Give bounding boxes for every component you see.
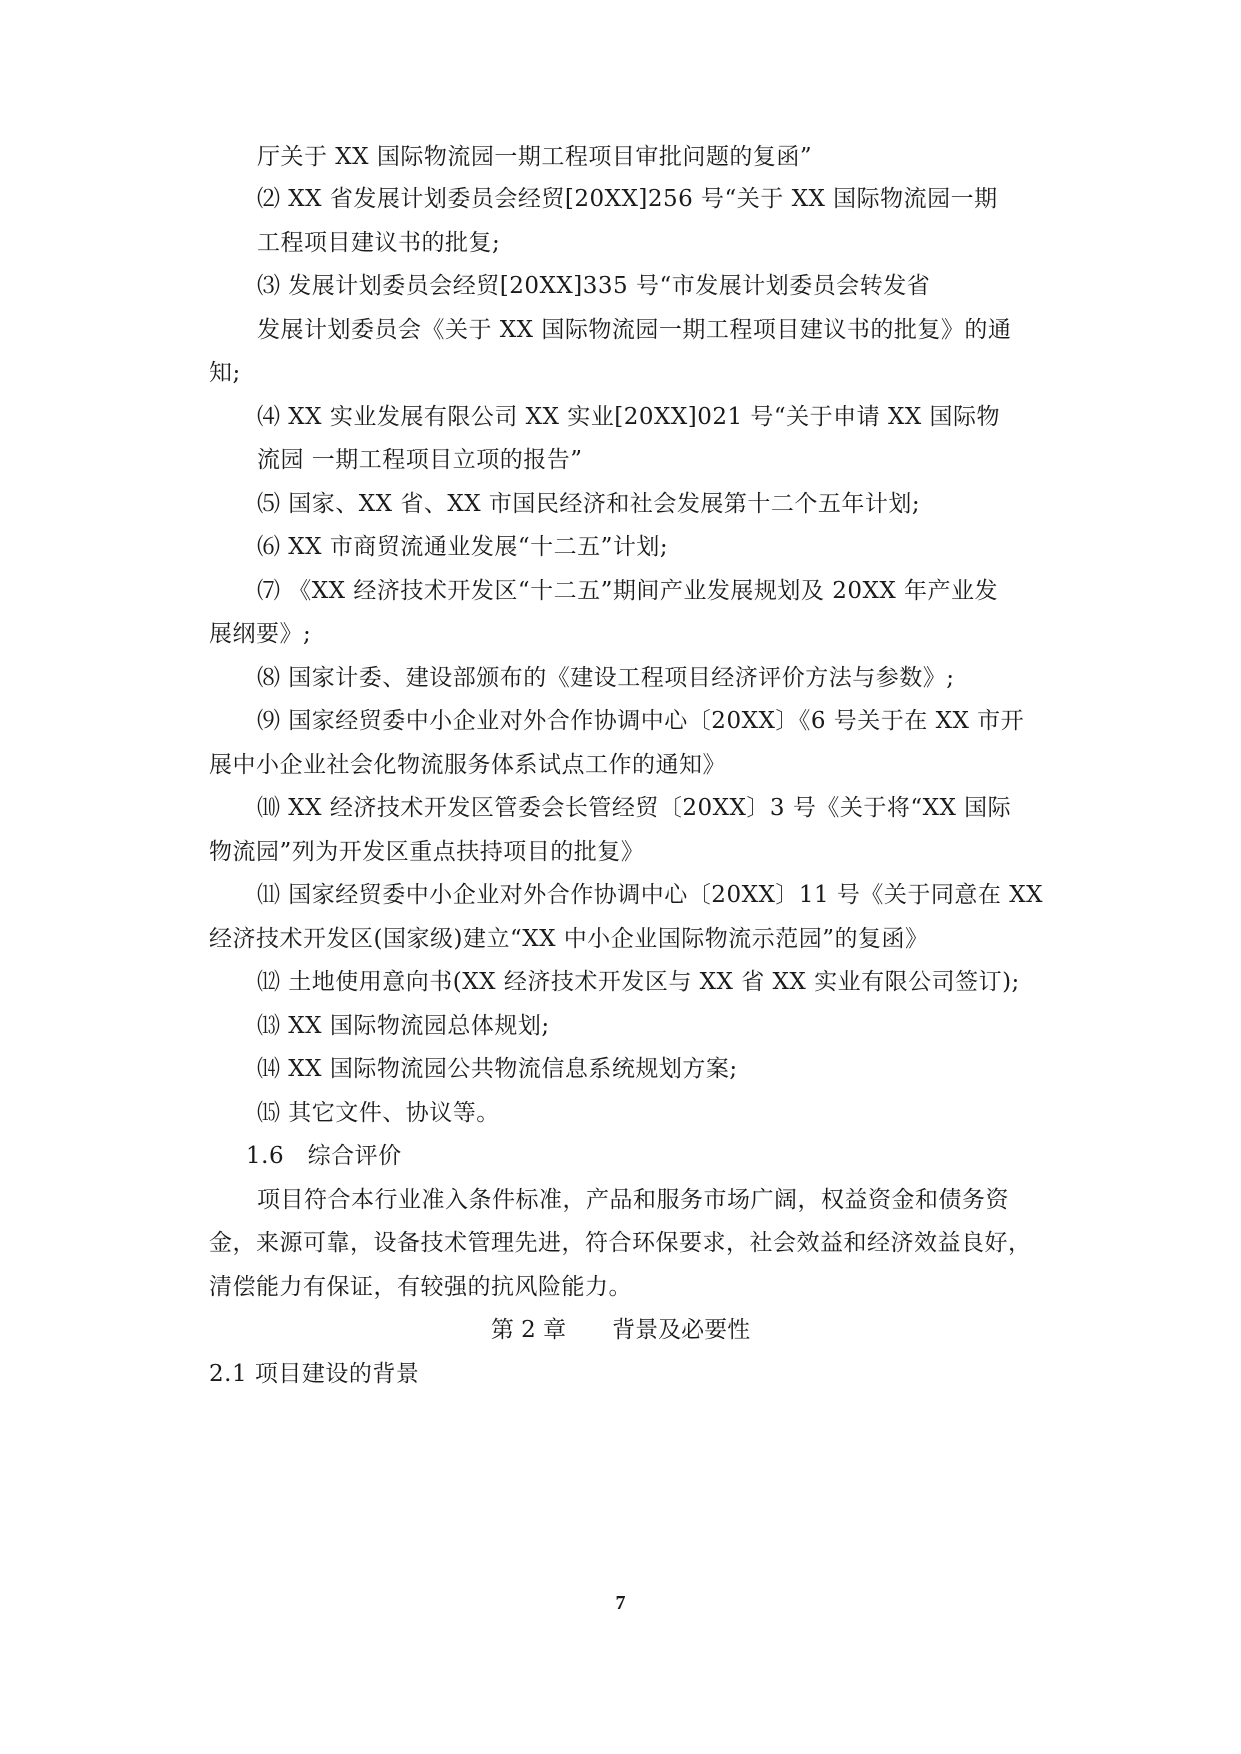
text-line: 物流园”列为开发区重点扶持项目的批复》 — [209, 839, 645, 865]
reference-item-8: ⑻ 国家计委、建设部颁布的《建设工程项目经济评价方法与参数》; — [257, 665, 955, 691]
reference-item-7: ⑺ 《XX 经济技术开发区“十二五”期间产业发展规划及 20XX 年产业发 — [257, 578, 999, 604]
text-line: 展纲要》; — [209, 621, 312, 647]
text-line: 厅关于 XX 国际物流园一期工程项目审批问题的复函” — [257, 144, 813, 170]
paragraph-line: 清偿能力有保证，有较强的抗风险能力。 — [209, 1274, 632, 1300]
page-number: 7 — [615, 1592, 626, 1614]
text-line: 经济技术开发区(国家级)建立“XX 中小企业国际物流示范园”的复函》 — [209, 926, 929, 952]
reference-item-15: ⒂ 其它文件、协议等。 — [257, 1100, 500, 1126]
paragraph-line: 金，来源可靠，设备技术管理先进，符合环保要求，社会效益和经济效益良好， — [209, 1230, 1032, 1256]
chapter-heading: 第 2 章 背景及必要性 — [490, 1317, 751, 1343]
reference-item-9: ⑼ 国家经贸委中小企业对外合作协调中心〔20XX〕《6 号关于在 XX 市开 — [257, 708, 1025, 734]
paragraph-line: 项目符合本行业准入条件标准，产品和服务市场广阔，权益资金和债务资 — [257, 1187, 1009, 1213]
reference-item-3: ⑶ 发展计划委员会经贸[20XX]335 号“市发展计划委员会转发省 — [257, 273, 931, 299]
section-heading-1-6: 1.6 综合评价 — [246, 1143, 402, 1169]
reference-item-2: ⑵ XX 省发展计划委员会经贸[20XX]256 号“关于 XX 国际物流园一期 — [257, 186, 998, 212]
reference-item-14: ⒁ XX 国际物流园公共物流信息系统规划方案; — [257, 1056, 738, 1082]
reference-item-10: ⑽ XX 经济技术开发区管委会长管经贸〔20XX〕3 号《关于将“XX 国际 — [257, 795, 1012, 821]
reference-item-12: ⑿ 土地使用意向书(XX 经济技术开发区与 XX 省 XX 实业有限公司签订); — [257, 969, 1020, 995]
reference-item-11: ⑾ 国家经贸委中小企业对外合作协调中心〔20XX〕11 号《关于同意在 XX — [257, 882, 1043, 908]
section-heading-2-1: 2.1 项目建设的背景 — [209, 1361, 420, 1387]
text-line: 工程项目建议书的批复; — [257, 230, 501, 256]
reference-item-5: ⑸ 国家、XX 省、XX 市国民经济和社会发展第十二个五年计划; — [257, 491, 921, 517]
text-line: 发展计划委员会《关于 XX 国际物流园一期工程项目建议书的批复》的通 — [257, 317, 1012, 343]
reference-item-13: ⒀ XX 国际物流园总体规划; — [257, 1013, 550, 1039]
text-line: 展中小企业社会化物流服务体系试点工作的通知》 — [209, 752, 726, 778]
text-line: 知; — [209, 360, 241, 386]
reference-item-4: ⑷ XX 实业发展有限公司 XX 实业[20XX]021 号“关于申请 XX 国际物 — [257, 404, 1001, 430]
reference-item-6: ⑹ XX 市商贸流通业发展“十二五”计划; — [257, 534, 669, 560]
text-line: 流园 一期工程项目立项的报告” — [257, 447, 583, 473]
